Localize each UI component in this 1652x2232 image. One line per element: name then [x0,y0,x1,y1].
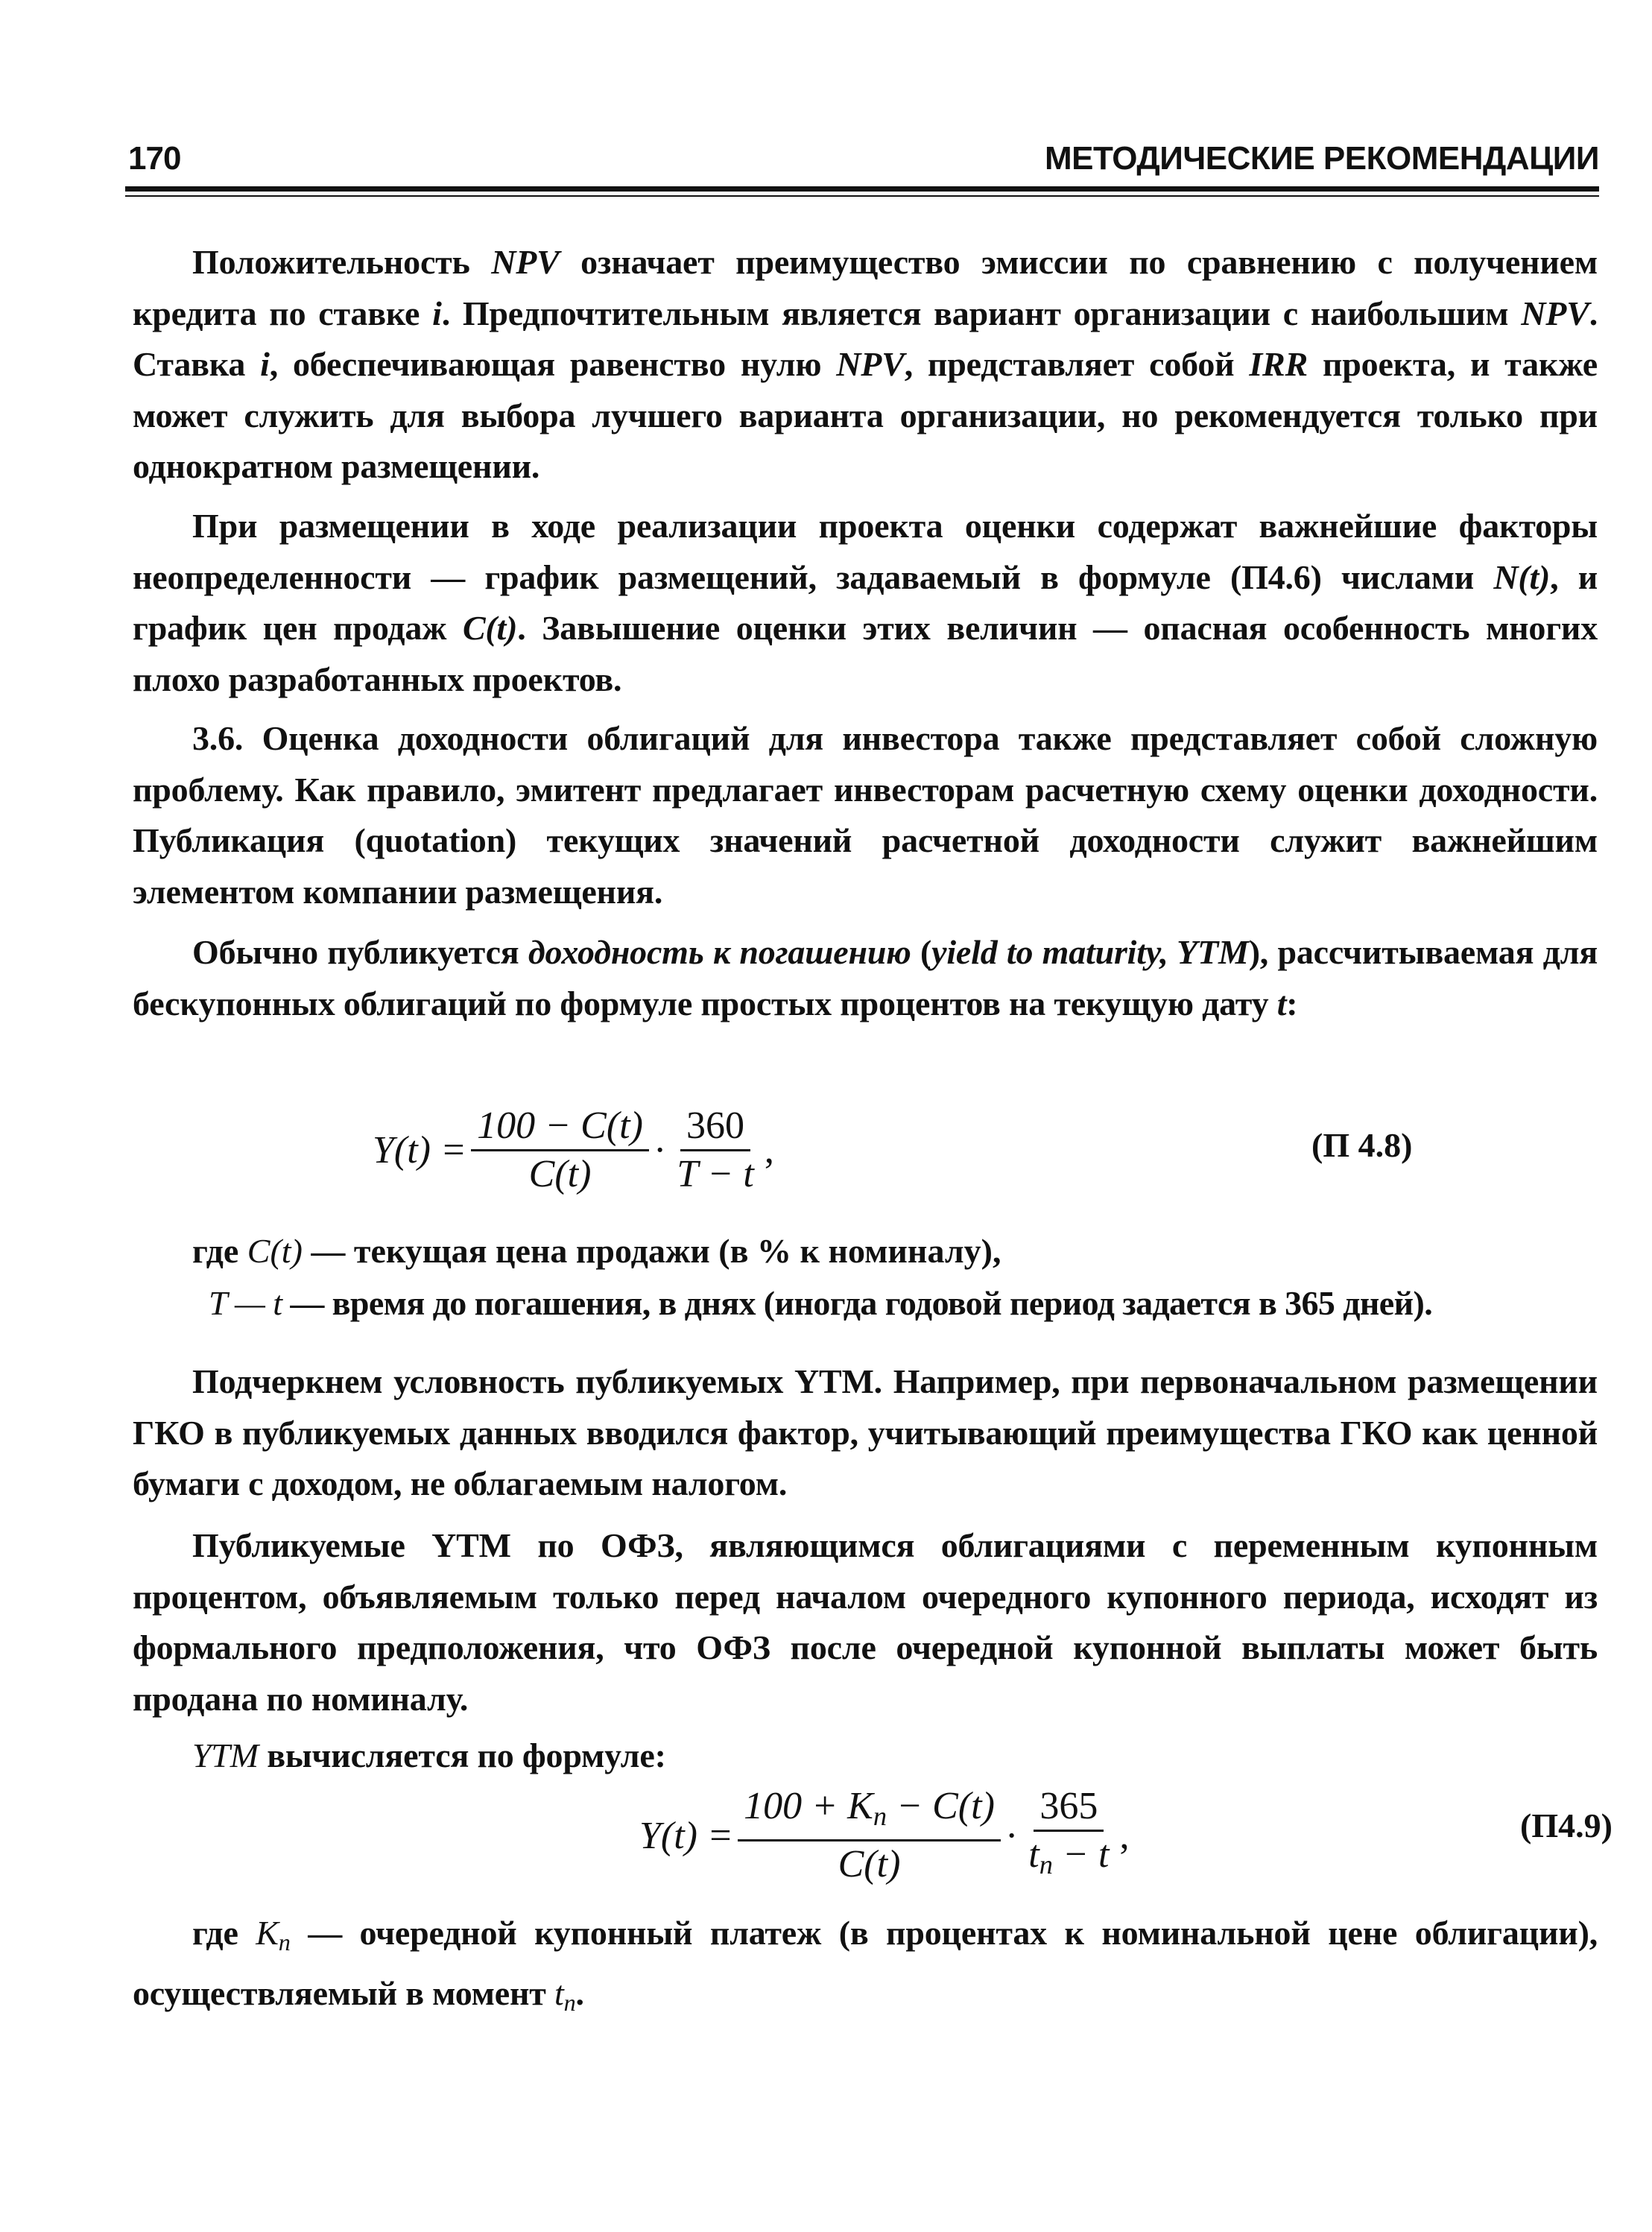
var-t-minus-t: T — t [209,1284,282,1322]
paragraph-ytm-intro [133,927,1598,1029]
page-header [125,140,1599,192]
text-run: . Завышение оценки этих величин — опасная особенность многих плохо разработанных проектов. [133,609,1598,698]
fraction-numerator: 365 [1034,1785,1104,1832]
var-ct: C(t) [462,609,518,647]
subscript: n [563,1988,576,2016]
fraction [671,1104,760,1196]
text-run: Обычно публикуется [192,933,528,971]
subscript: n [873,1801,887,1832]
text-run: ( [911,933,932,971]
fraction-numerator: 100 − C(t) [471,1104,649,1151]
formula-comma: , [1119,1814,1130,1857]
fraction-denominator: T − t [677,1153,754,1195]
fraction [738,1785,1001,1886]
text-run: При размещении в ходе реализации проекта оценки содержат важнейшие факторы неопределенности — график размещений, задаваемый в формуле (П4.6) числами [133,507,1598,596]
fraction [1022,1785,1115,1886]
multiply-dot: · [1004,1814,1019,1857]
text-run: — время до погашения, в днях (иногда годовой период задается в 365 дней). [282,1284,1433,1322]
term-yield: доходность к погашению [528,933,911,971]
paragraph-gko: Подчеркнем условность публикуемых YTM. Например, при первоначальном размещении ГКО в публикуемых данных вводился фактор, учитывающий преимущества ГКО как ценной бумаги с доходом, не облагаемым налогом. [133,1362,1598,1502]
var-t: t [1276,984,1287,1022]
text-run: где [192,1914,256,1952]
formula-p4-9 [639,1785,1129,1886]
text-run: , обеспечивающая равенство нулю [269,345,837,383]
running-title: МЕТОДИЧЕСКИЕ РЕКОМЕНДАЦИИ [1044,140,1599,177]
text-run: . [575,1973,584,2012]
fraction-denominator: C(t) [838,1843,901,1886]
text-run: где [192,1232,247,1270]
term-yield-en: yield to maturity, YTM [931,933,1249,971]
var-nt: N(t) [1493,557,1551,596]
text-run: − t [1052,1833,1110,1876]
text-run: − C(t) [887,1785,995,1827]
subscript: n [1039,1850,1053,1880]
paragraph-kn [133,1908,1598,2028]
text-run: . Ставка [133,294,1598,383]
multiply-dot: · [653,1129,667,1172]
formula-lhs: Y(t) = [639,1814,734,1857]
text-run: t [1028,1833,1039,1876]
formula-lhs: Y(t) = [373,1129,467,1172]
text-run: : [1286,984,1298,1022]
where-line-ct [192,1231,1001,1271]
term-npv: NPV [836,345,905,383]
text-run: вычисляется по формуле: [258,1736,666,1774]
text-run: , представляет собой [904,345,1250,383]
formula-p4-8 [373,1104,774,1196]
paragraph-ofz: Публикуемые YTM по ОФЗ, являющимся облигациями с переменным купонным процентом, объявляемым только перед началом очередного купонного периода, исходят из формального предположения, что ОФЗ после очередной купонной выплаты может быть продана по номиналу. [133,1526,1598,1718]
equation-label: (П 4.8) [1311,1126,1413,1164]
text-run: — текущая цена продажи (в % к номиналу), [302,1232,1001,1270]
equation-label: (П4.9) [1520,1806,1613,1844]
text-run: — очередной купонный платеж (в процентах к номинальной цене облигации), осуществляемый в момент [133,1914,1598,2012]
paragraph-placement [133,501,1598,705]
page-number: 170 [128,140,181,177]
term-npv: NPV [491,243,560,281]
text-run: ), рассчитываемая для бесκупонных облигаций по формуле простых процентов на текущую дату [133,933,1598,1022]
term-irr: IRR [1249,345,1308,383]
fraction-numerator: 360 [680,1104,750,1151]
text-run: , и график цен продаж [133,557,1598,647]
text-run: 100 + K [744,1785,873,1827]
text-run: Положительность [192,243,492,281]
fraction-denominator: C(t) [528,1153,592,1195]
formula-comma: , [764,1129,774,1172]
var-ct: C(t) [247,1232,303,1270]
fraction [471,1104,649,1196]
paragraph-3-6: 3.6. Оценка доходности облигаций для инвестора также представляет собой сложную проблему. Как правило, эмитент предлагает инвесторам расчетную схему оценки доходности. Публикация (quotation) текущих значений расчетной доходности служит важнейшим элементом компании размещения. [133,719,1598,911]
paragraph-npv [133,237,1598,493]
var-i: i [260,345,270,383]
subscript: n [278,1929,291,1956]
header-rule-thin [125,195,1599,197]
term-npv: NPV [1521,294,1589,332]
text-run: . Предпочтительным является вариант организации с наибольшим [441,294,1522,332]
paragraph-ytm-formula-intro [133,1730,1598,1782]
term-ytm: YTM [192,1736,259,1774]
var-i: i [432,294,442,332]
header-rule-thick [125,186,1599,192]
text-run: проекта, и также может служить для выбора лучшего варианта организации, но рекомендуется только при однократном размещении. [133,345,1598,485]
fraction-denominator [1022,1832,1115,1886]
where-line-tt [209,1283,1432,1323]
var-k: K [256,1914,279,1952]
fraction-numerator [738,1785,1001,1841]
text-run: означает преимущество эмиссии по сравнению с получением кредита по ставке [133,243,1598,332]
var-t: t [554,1973,564,2012]
